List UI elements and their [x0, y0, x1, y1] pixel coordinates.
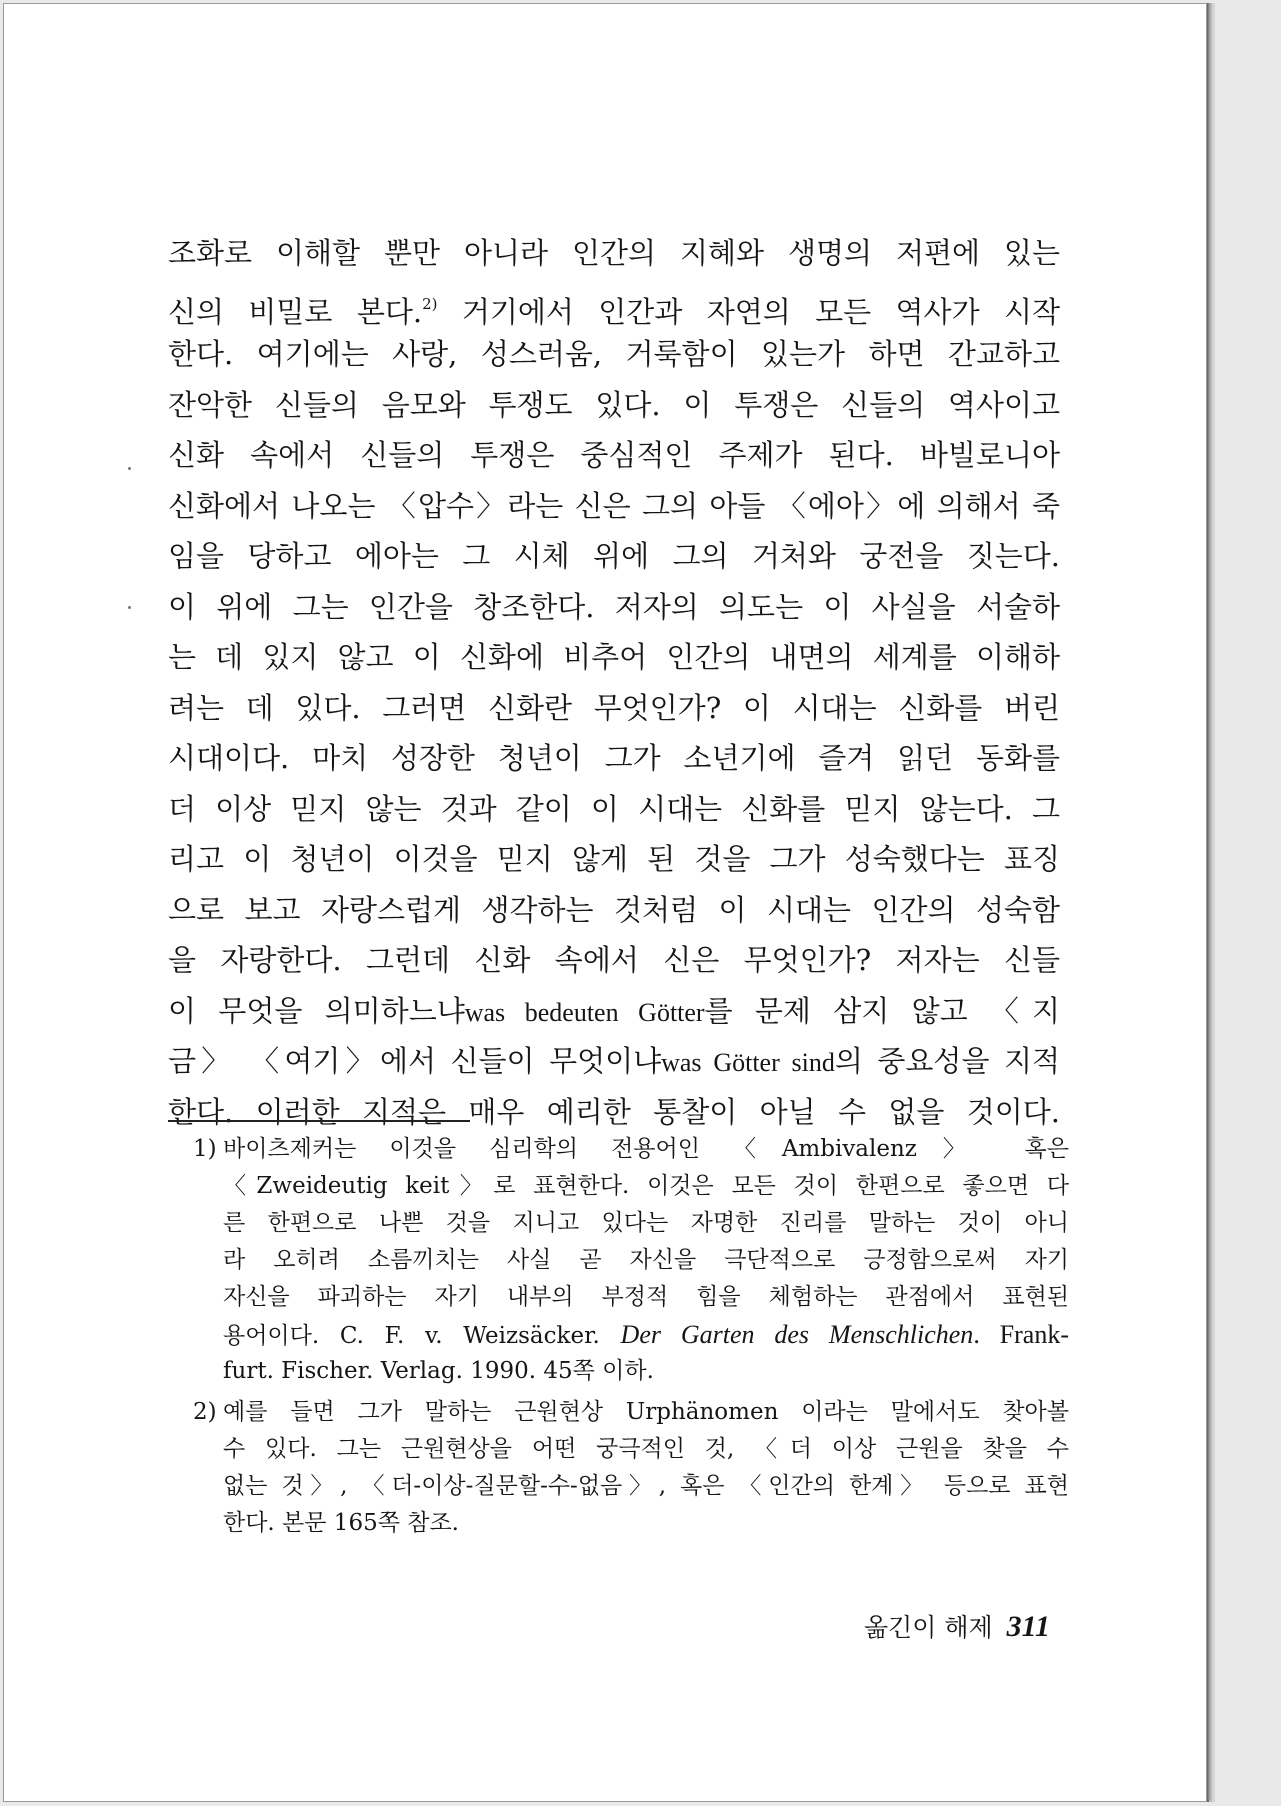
- footnote-line: 라 오히려 소름끼치는 사실 곧 자신을 극단적으로 긍정함으로써 자기: [223, 1247, 1069, 1273]
- footnotes: [195, 1131, 1069, 1546]
- text-span: 의 중요성을 지적: [834, 1044, 1060, 1078]
- footnote-2: [195, 1394, 1069, 1542]
- text-span: 금〉 〈여기〉에서 신들이 무엇이냐: [168, 1044, 662, 1078]
- scan-speck: [128, 467, 131, 470]
- footnote-number: 1): [193, 1136, 217, 1162]
- text-line: 으로 보고 자랑스럽게 생각하는 것처럼 이 시대는 인간의 성숙함: [168, 892, 1060, 927]
- text-span: 를 문제 삼지 않고 〈지: [704, 993, 1060, 1028]
- book-title: Der Garten des Menschlichen: [620, 1320, 974, 1349]
- footnote-line: 〈Zweideutig keit〉로 표현한다. 이것은 모든 것이 한편으로 좋으면 다: [223, 1173, 1069, 1199]
- footnote-separator: [168, 1120, 470, 1122]
- footnote-line: 없는 것〉, 〈더-이상-질문할-수-없음〉, 혹은 〈인간의 한계〉 등으로 표현: [223, 1473, 1069, 1499]
- text-line: 신화에서 나오는 〈압수〉라는 신은 그의 아들 〈에아〉에 의해서 죽: [168, 488, 1060, 523]
- footnote-number: 2): [193, 1399, 217, 1425]
- scan-speck: [128, 606, 131, 609]
- text-line: 이 위에 그는 인간을 창조한다. 저자의 의도는 이 사실을 서술하: [168, 589, 1060, 624]
- page-number: 311: [1006, 1610, 1050, 1643]
- text-line: 한다. 이러한 지적은 매우 예리한 통찰이 아닐 수 없을 것이다.: [168, 1094, 1060, 1129]
- footnote-reference[interactable]: 2): [422, 294, 438, 313]
- text-line: 는 데 있지 않고 이 신화에 비추어 인간의 내면의 세계를 이해하: [168, 640, 1060, 674]
- footnote-line: 자신을 파괴하는 자기 내부의 부정적 힘을 체험하는 관점에서 표현된: [223, 1284, 1069, 1310]
- footnote-line: 한다. 본문 165쪽 참조.: [223, 1510, 459, 1536]
- text-line: 더 이상 믿지 않는 것과 같이 이 시대는 신화를 믿지 않는다. 그: [168, 791, 1060, 826]
- text-line: 려는 데 있다. 그러면 신화란 무엇인가? 이 시대는 신화를 버린: [168, 690, 1060, 725]
- text-line: 한다. 여기에는 사랑, 성스러움, 거룩함이 있는가 하면 간교하고: [168, 337, 1060, 371]
- text-line: 을 자랑한다. 그런데 신화 속에서 신은 무엇인가? 저자는 신들: [168, 943, 1060, 977]
- text-line: 시대이다. 마치 성장한 청년이 그가 소년기에 즐겨 읽던 동화를: [168, 741, 1060, 775]
- german-phrase: was Götter sind: [661, 1048, 835, 1077]
- page-edge-shadow: [1207, 3, 1213, 1800]
- german-phrase: was bedeuten Götter: [464, 997, 705, 1027]
- footnote-line: 수 있다. 그는 근원현상을 어떤 궁극적인 것, 〈더 이상 근원을 찾을 수: [223, 1436, 1069, 1462]
- main-paragraph: [168, 228, 1060, 1137]
- footnote-line: furt. Fischer. Verlag. 1990. 45쪽 이하.: [223, 1358, 654, 1384]
- text-line: 신화 속에서 신들의 투쟁은 중심적인 주제가 된다. 바빌로니아: [168, 438, 1060, 472]
- text-span: 거기에서 인간과 자연의 모든 역사가 시작: [437, 294, 1060, 329]
- text-line: 리고 이 청년이 이것을 믿지 않게 된 것을 그가 성숙했다는 표징: [168, 842, 1060, 876]
- text-line: [168, 279, 1060, 330]
- text-span: 신의 비밀로 본다.: [168, 294, 423, 329]
- footnote-line: 른 한편으로 나쁜 것을 지니고 있다는 자명한 진리를 말하는 것이 아니: [223, 1210, 1069, 1236]
- footnote-line: [223, 1316, 1069, 1353]
- page-footer: [800, 1608, 1050, 1644]
- text-span: 이 무엇을 의미하느냐: [168, 993, 465, 1028]
- text-span: 용어이다. C. F. v. Weizsäcker.: [223, 1323, 600, 1349]
- text-span: . Frank-: [973, 1320, 1070, 1349]
- text-line: [168, 986, 1060, 1037]
- footnote-1: [195, 1131, 1069, 1390]
- footnote-line: 예를 들면 그가 말하는 근원현상 Urphänomen 이라는 말에서도 찾아볼: [223, 1399, 1069, 1425]
- text-line: [168, 1036, 1060, 1087]
- text-line: 임을 당하고 에아는 그 시체 위에 그의 거처와 궁전을 짓는다.: [168, 539, 1060, 573]
- text-line: 잔악한 신들의 음모와 투쟁도 있다. 이 투쟁은 신들의 역사이고: [168, 387, 1060, 422]
- footnote-line: 바이츠제커는 이것을 심리학의 전용어인 〈Ambivalenz〉 혹은: [223, 1136, 1069, 1162]
- running-title: 옮긴이 해제: [863, 1613, 993, 1642]
- text-line: 조화로 이해할 뿐만 아니라 인간의 지혜와 생명의 저편에 있는: [168, 236, 1060, 270]
